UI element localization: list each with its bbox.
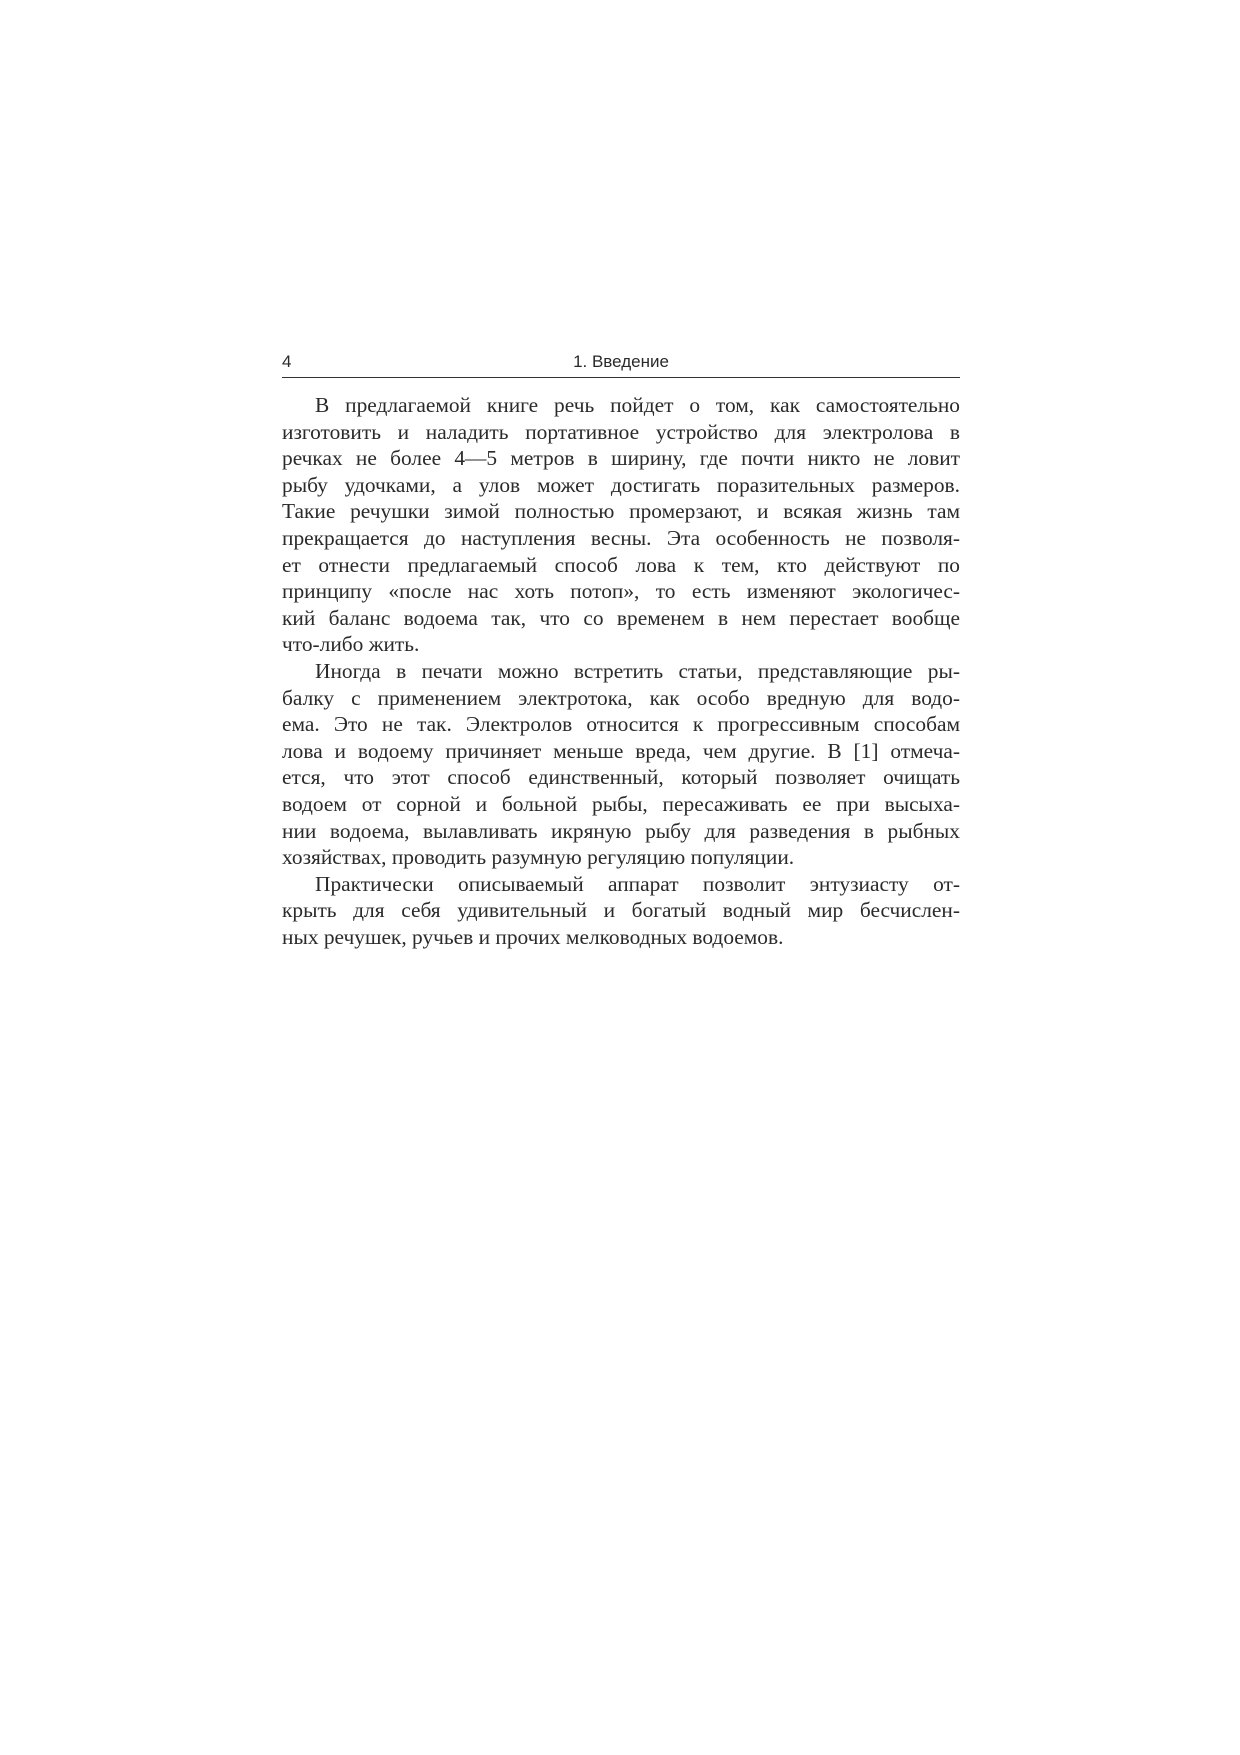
text-line: ет отнести предлагаемый способ лова к тем, кто действуют по [282,552,960,577]
text-line: принципу «после нас хоть потоп», то есть изменяют экологичес- [282,579,960,604]
body-text [282,392,960,950]
chapter-title: 1. Введение [573,352,669,371]
text-line: нии водоема, вылавливать икряную рыбу для разведения в рыбных [282,818,960,843]
text-line: кий баланс водоема так, что со временем в нем перестает вообще [282,605,960,630]
text-line: Такие речушки зимой полностью промерзают, и всякая жизнь там [282,499,960,524]
text-line: ется, что этот способ единственный, который позволяет очищать [282,765,960,790]
text-line: Практически описываемый аппарат позволит энтузиасту от- [315,871,960,896]
text-line: лова и водоему причиняет меньше вреда, чем другие. В [1] отмеча- [282,738,960,763]
text-line: крыть для себя удивительный и богатый водный мир бесчислен- [282,898,960,923]
text-line: рыбу удочками, а улов может достигать поразительных размеров. [282,472,960,497]
text-line: ных речушек, ручьев и прочих мелководных водоемов. [282,924,784,949]
paragraph-1 [282,392,960,658]
text-line: изготовить и наладить портативное устройство для электролова в [282,419,960,444]
text-line: речках не более 4—5 метров в ширину, где почти никто не ловит [282,446,960,471]
running-header [282,348,960,378]
page-number: 4 [282,352,292,371]
text-line: хозяйствах, проводить разумную регуляцию популяции. [282,845,795,870]
text-line: балку с применением электротока, как особо вредную для водо- [282,685,960,710]
text-line: что-либо жить. [282,632,420,657]
text-line: водоем от сорной и больной рыбы, пересаживать ее при высыха- [282,791,960,816]
paragraph-3 [282,871,960,951]
paragraph-2 [282,658,960,871]
text-line: прекращается до наступления весны. Эта особенность не позволя- [282,525,960,550]
text-line: Иногда в печати можно встретить статьи, представляющие ры- [315,658,960,683]
text-line: ема. Это не так. Электролов относится к прогрессивным способам [282,712,960,737]
text-line: В предлагаемой книге речь пойдет о том, как самостоятельно [315,393,960,417]
